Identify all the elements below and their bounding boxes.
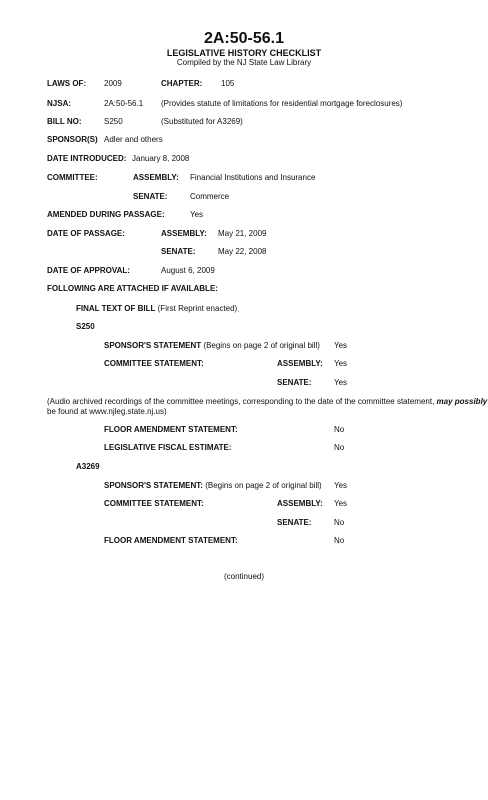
s250-committee-label: COMMITTEE STATEMENT: [104, 359, 204, 368]
s250-floor-label: FLOOR AMENDMENT STATEMENT: [104, 425, 238, 434]
bill-no-note: (Substituted for A3269) [161, 117, 243, 126]
a3269-committee-label: COMMITTEE STATEMENT: [104, 499, 204, 508]
passage-assembly-value: May 21, 2009 [218, 229, 267, 238]
bill-no-value: S250 [104, 117, 123, 126]
document-title: 2A:50-56.1 [203, 30, 285, 47]
s250-senate-value: Yes [334, 378, 348, 387]
sponsor-label: SPONSOR(S) [47, 135, 98, 144]
laws-of-value: 2009 [104, 79, 122, 88]
s250-assembly-value: Yes [334, 359, 348, 368]
date-of-approval-value: August 6, 2009 [161, 266, 215, 275]
amended-value: Yes [190, 210, 204, 219]
s250-assembly-label: ASSEMBLY: [277, 359, 323, 368]
a3269-sponsor-value: Yes [334, 481, 348, 490]
a3269-heading: A3269 [76, 462, 100, 471]
audio-note-text: (Audio archived recordings of the committee meetings, corresponding to the date of the committee statement, [47, 397, 435, 406]
s250-sponsor-note: (Begins on page 2 of original bill) [203, 341, 320, 350]
continued-note: (continued) [223, 572, 265, 581]
a3269-floor-value: No [334, 536, 345, 545]
date-of-approval-label: DATE OF APPROVAL: [47, 266, 130, 275]
date-of-passage-label: DATE OF PASSAGE: [47, 229, 125, 238]
date-introduced-label: DATE INTRODUCED: [47, 154, 127, 163]
s250-fiscal-label: LEGISLATIVE FISCAL ESTIMATE: [104, 443, 232, 452]
document-subtitle: LEGISLATIVE HISTORY CHECKLIST [166, 48, 322, 58]
committee-senate-label: SENATE: [133, 192, 168, 201]
audio-note-line-2: be found at www.njleg.state.nj.us) [47, 407, 167, 416]
audio-note-emphasis: may possibly [436, 397, 488, 406]
s250-fiscal-value: No [334, 443, 345, 452]
committee-label: COMMITTEE: [47, 173, 98, 182]
njsa-label: NJSA: [47, 99, 72, 108]
amended-label: AMENDED DURING PASSAGE: [47, 210, 165, 219]
chapter-value: 105 [221, 79, 235, 88]
a3269-sponsor-label: SPONSOR'S STATEMENT: [104, 481, 203, 490]
final-text-label: FINAL TEXT OF BILL [76, 304, 156, 313]
a3269-senate-value: No [334, 518, 345, 527]
committee-assembly-value: Financial Institutions and Insurance [190, 173, 316, 182]
audio-note-line-1 [47, 397, 487, 407]
sponsor-value: Adler and others [104, 135, 163, 144]
passage-assembly-label: ASSEMBLY: [161, 229, 207, 238]
a3269-sponsor-note: (Begins on page 2 of original bill) [205, 481, 322, 490]
final-text-note: (First Reprint enacted) [157, 304, 238, 313]
njsa-note: (Provides statute of limitations for residential mortgage foreclosures) [161, 99, 403, 108]
s250-floor-value: No [334, 425, 345, 434]
a3269-senate-label: SENATE: [277, 518, 312, 527]
s250-senate-label: SENATE: [277, 378, 312, 387]
a3269-floor-label: FLOOR AMENDMENT STATEMENT: [104, 536, 238, 545]
bill-no-label: BILL NO: [47, 117, 82, 126]
s250-sponsor-row [104, 341, 320, 351]
s250-heading: S250 [76, 322, 95, 331]
s250-sponsor-label: SPONSOR'S STATEMENT [104, 341, 202, 350]
passage-senate-value: May 22, 2008 [218, 247, 267, 256]
a3269-assembly-label: ASSEMBLY: [277, 499, 323, 508]
s250-sponsor-value: Yes [334, 341, 348, 350]
laws-of-label: LAWS OF: [47, 79, 87, 88]
attached-heading: FOLLOWING ARE ATTACHED IF AVAILABLE: [47, 284, 218, 293]
compiled-by: Compiled by the NJ State Law Library [176, 58, 312, 67]
date-introduced-value: January 8, 2008 [132, 154, 190, 163]
scan-speck [238, 311, 239, 312]
a3269-sponsor-row [104, 481, 322, 491]
passage-senate-label: SENATE: [161, 247, 196, 256]
committee-senate-value: Commerce [190, 192, 230, 201]
committee-assembly-label: ASSEMBLY: [133, 173, 179, 182]
final-text-row [76, 304, 237, 314]
chapter-label: CHAPTER: [161, 79, 203, 88]
a3269-assembly-value: Yes [334, 499, 348, 508]
njsa-value: 2A:50-56.1 [104, 99, 144, 108]
